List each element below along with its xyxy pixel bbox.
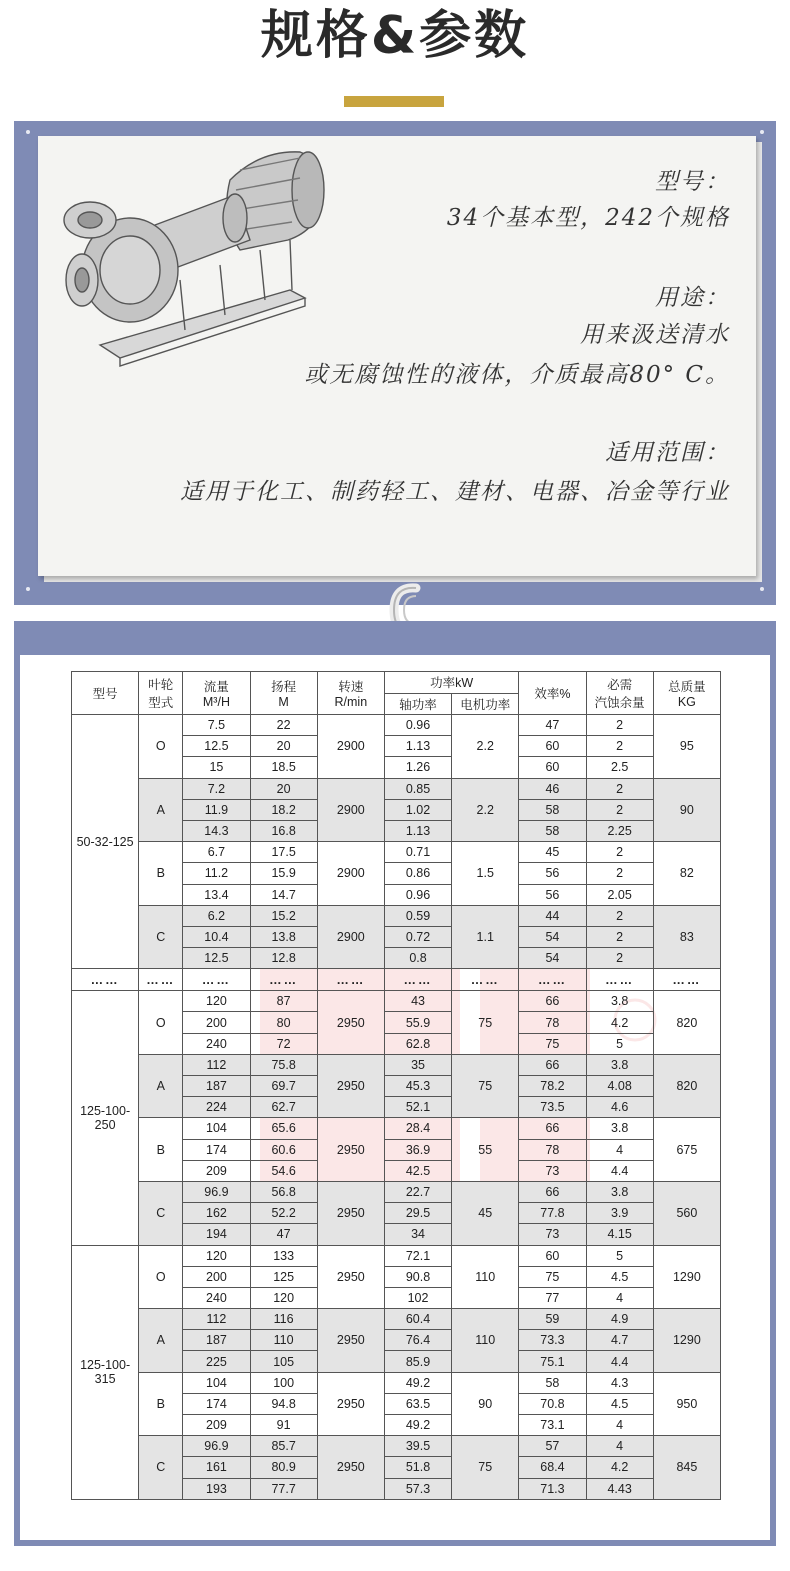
npsh-cell: 5	[586, 1033, 653, 1054]
model-value: 34个基本型，242个规格	[446, 205, 730, 231]
impeller-type-cell: C	[139, 1181, 183, 1245]
npsh-cell: 4.08	[586, 1076, 653, 1097]
shaft-power-cell: 0.59	[384, 905, 451, 926]
flow-cell: 13.4	[183, 884, 250, 905]
flow-cell: 10.4	[183, 926, 250, 947]
head-cell: 100	[250, 1372, 317, 1393]
motor-power-cell: 2.2	[452, 778, 519, 842]
npsh-cell: 2	[586, 736, 653, 757]
head-cell: 54.6	[250, 1160, 317, 1181]
flow-cell: 162	[183, 1203, 250, 1224]
npsh-cell: 4.15	[586, 1224, 653, 1245]
efficiency-cell: 73	[519, 1160, 586, 1181]
flow-cell: 112	[183, 1054, 250, 1075]
flow-cell: 240	[183, 1287, 250, 1308]
npsh-cell: 4.5	[586, 1393, 653, 1414]
weight-cell: 83	[653, 905, 720, 969]
flow-cell: 120	[183, 1245, 250, 1266]
flow-cell: 96.9	[183, 1436, 250, 1457]
weight-cell: 1290	[653, 1309, 720, 1373]
npsh-cell: 2	[586, 948, 653, 969]
shaft-power-cell: 51.8	[384, 1457, 451, 1478]
speed-cell: 2950	[317, 1436, 384, 1500]
head-cell: 17.5	[250, 842, 317, 863]
efficiency-cell: 54	[519, 926, 586, 947]
head-cell: 12.8	[250, 948, 317, 969]
speed-cell: 2950	[317, 991, 384, 1055]
efficiency-cell: 77.8	[519, 1203, 586, 1224]
shaft-power-cell: 43	[384, 991, 451, 1012]
weight-cell: 820	[653, 1054, 720, 1118]
speed-cell: 2900	[317, 905, 384, 969]
scope-label: 适用范围：	[605, 440, 730, 466]
table-row	[72, 778, 721, 799]
head-cell: 16.8	[250, 820, 317, 841]
shaft-power-cell: 76.4	[384, 1330, 451, 1351]
head-cell: 18.5	[250, 757, 317, 778]
npsh-cell: 2	[586, 778, 653, 799]
flow-cell: 161	[183, 1457, 250, 1478]
efficiency-cell: 60	[519, 1245, 586, 1266]
table-row	[72, 1372, 721, 1393]
pump-illustration	[60, 140, 340, 375]
efficiency-cell: 59	[519, 1309, 586, 1330]
flow-cell: 7.5	[183, 715, 250, 736]
shaft-power-cell: 34	[384, 1224, 451, 1245]
flow-cell: 104	[183, 1118, 250, 1139]
speed-cell: 2950	[317, 1181, 384, 1245]
frame-rivet	[760, 587, 764, 591]
impeller-type-cell: A	[139, 778, 183, 842]
efficiency-cell: 44	[519, 905, 586, 926]
efficiency-cell: 60	[519, 757, 586, 778]
motor-power-cell: 110	[452, 1309, 519, 1373]
weight-cell: 95	[653, 715, 720, 779]
efficiency-cell: 78.2	[519, 1076, 586, 1097]
flow-cell: 174	[183, 1393, 250, 1414]
impeller-type-cell: B	[139, 1372, 183, 1436]
shaft-power-cell: 39.5	[384, 1436, 451, 1457]
shaft-power-cell: 0.72	[384, 926, 451, 947]
shaft-power-cell: 60.4	[384, 1309, 451, 1330]
page-title: 规格&参数	[260, 6, 530, 66]
npsh-cell: 4.3	[586, 1372, 653, 1393]
header-efficiency: 效率%	[519, 672, 586, 715]
weight-cell: 820	[653, 991, 720, 1055]
flow-cell: 174	[183, 1139, 250, 1160]
ellipsis-cell: ……	[317, 969, 384, 991]
head-cell: 120	[250, 1287, 317, 1308]
flow-cell: 200	[183, 1266, 250, 1287]
flow-cell: 104	[183, 1372, 250, 1393]
efficiency-cell: 73.3	[519, 1330, 586, 1351]
head-cell: 60.6	[250, 1139, 317, 1160]
npsh-cell: 2.25	[586, 820, 653, 841]
shaft-power-cell: 28.4	[384, 1118, 451, 1139]
npsh-cell: 2.05	[586, 884, 653, 905]
flow-cell: 12.5	[183, 736, 250, 757]
efficiency-cell: 73.5	[519, 1097, 586, 1118]
head-cell: 85.7	[250, 1436, 317, 1457]
shaft-power-cell: 0.8	[384, 948, 451, 969]
flow-cell: 96.9	[183, 1181, 250, 1202]
head-cell: 14.7	[250, 884, 317, 905]
motor-power-cell: 1.1	[452, 905, 519, 969]
ellipsis-cell: ……	[653, 969, 720, 991]
shaft-power-cell: 35	[384, 1054, 451, 1075]
head-cell: 56.8	[250, 1181, 317, 1202]
efficiency-cell: 54	[519, 948, 586, 969]
npsh-cell: 4.43	[586, 1478, 653, 1499]
frame-rivet	[760, 130, 764, 134]
npsh-cell: 4.6	[586, 1097, 653, 1118]
shaft-power-cell: 0.96	[384, 884, 451, 905]
motor-power-cell: 45	[452, 1181, 519, 1245]
motor-power-cell: 1.5	[452, 842, 519, 906]
efficiency-cell: 75	[519, 1266, 586, 1287]
shaft-power-cell: 62.8	[384, 1033, 451, 1054]
shaft-power-cell: 55.9	[384, 1012, 451, 1033]
efficiency-cell: 66	[519, 1118, 586, 1139]
npsh-cell: 3.8	[586, 991, 653, 1012]
flow-cell: 187	[183, 1076, 250, 1097]
efficiency-cell: 58	[519, 1372, 586, 1393]
shaft-power-cell: 0.96	[384, 715, 451, 736]
shaft-power-cell: 90.8	[384, 1266, 451, 1287]
table-row	[72, 842, 721, 863]
head-cell: 110	[250, 1330, 317, 1351]
efficiency-cell: 66	[519, 991, 586, 1012]
table-row	[72, 905, 721, 926]
motor-power-cell: 75	[452, 1436, 519, 1500]
npsh-cell: 4.2	[586, 1457, 653, 1478]
head-cell: 91	[250, 1415, 317, 1436]
flow-cell: 193	[183, 1478, 250, 1499]
usage-line-2: 或无腐蚀性的液体，介质最高80° C。	[304, 362, 730, 388]
motor-power-cell: 75	[452, 991, 519, 1055]
weight-cell: 560	[653, 1181, 720, 1245]
efficiency-cell: 73.1	[519, 1415, 586, 1436]
efficiency-cell: 78	[519, 1012, 586, 1033]
model-cell: 125-100-315	[72, 1245, 139, 1499]
usage-line-1: 用来汲送清水	[580, 322, 730, 348]
shaft-power-cell: 49.2	[384, 1372, 451, 1393]
head-cell: 75.8	[250, 1054, 317, 1075]
efficiency-cell: 71.3	[519, 1478, 586, 1499]
head-cell: 65.6	[250, 1118, 317, 1139]
head-cell: 20	[250, 778, 317, 799]
speed-cell: 2950	[317, 1118, 384, 1182]
speed-cell: 2950	[317, 1309, 384, 1373]
header-head: 扬程 M	[250, 672, 317, 715]
header-power: 功率kW	[384, 672, 518, 694]
speed-cell: 2900	[317, 842, 384, 906]
efficiency-cell: 70.8	[519, 1393, 586, 1414]
npsh-cell: 4.4	[586, 1160, 653, 1181]
impeller-type-cell: B	[139, 1118, 183, 1182]
flow-cell: 240	[183, 1033, 250, 1054]
table-row	[72, 1118, 721, 1139]
efficiency-cell: 58	[519, 799, 586, 820]
impeller-type-cell: B	[139, 842, 183, 906]
head-cell: 94.8	[250, 1393, 317, 1414]
motor-power-cell: 55	[452, 1118, 519, 1182]
shaft-power-cell: 1.02	[384, 799, 451, 820]
efficiency-cell: 75	[519, 1033, 586, 1054]
shaft-power-cell: 42.5	[384, 1160, 451, 1181]
npsh-cell: 3.8	[586, 1181, 653, 1202]
npsh-cell: 2	[586, 926, 653, 947]
usage-label: 用途：	[655, 285, 730, 311]
flow-cell: 11.9	[183, 799, 250, 820]
flow-cell: 6.7	[183, 842, 250, 863]
impeller-type-cell: A	[139, 1054, 183, 1118]
motor-power-cell: 2.2	[452, 715, 519, 779]
npsh-cell: 4	[586, 1287, 653, 1308]
flow-cell: 11.2	[183, 863, 250, 884]
npsh-cell: 4	[586, 1139, 653, 1160]
head-cell: 20	[250, 736, 317, 757]
shaft-power-cell: 45.3	[384, 1076, 451, 1097]
efficiency-cell: 45	[519, 842, 586, 863]
npsh-cell: 2	[586, 842, 653, 863]
shaft-power-cell: 72.1	[384, 1245, 451, 1266]
npsh-cell: 4	[586, 1415, 653, 1436]
header-weight: 总质量 KG	[653, 672, 720, 715]
npsh-cell: 4.5	[586, 1266, 653, 1287]
npsh-cell: 4.2	[586, 1012, 653, 1033]
efficiency-cell: 73	[519, 1224, 586, 1245]
impeller-type-cell: A	[139, 1309, 183, 1373]
npsh-cell: 5	[586, 1245, 653, 1266]
motor-power-cell: 110	[452, 1245, 519, 1309]
ellipsis-cell: ……	[519, 969, 586, 991]
motor-power-cell: 90	[452, 1372, 519, 1436]
header-speed: 转速 R/min	[317, 672, 384, 715]
npsh-cell: 4.7	[586, 1330, 653, 1351]
header-motor-power: 电机功率	[452, 693, 519, 715]
table-row	[72, 1436, 721, 1457]
flow-cell: 187	[183, 1330, 250, 1351]
npsh-cell: 3.9	[586, 1203, 653, 1224]
weight-cell: 90	[653, 778, 720, 842]
spec-table	[71, 671, 721, 1500]
head-cell: 105	[250, 1351, 317, 1372]
head-cell: 15.2	[250, 905, 317, 926]
ellipsis-cell: ……	[452, 969, 519, 991]
ellipsis-cell: ……	[183, 969, 250, 991]
npsh-cell: 3.8	[586, 1118, 653, 1139]
shaft-power-cell: 63.5	[384, 1393, 451, 1414]
flow-cell: 12.5	[183, 948, 250, 969]
speed-cell: 2950	[317, 1372, 384, 1436]
head-cell: 72	[250, 1033, 317, 1054]
ellipsis-cell: ……	[72, 969, 139, 991]
ellipsis-row	[72, 969, 721, 991]
flow-cell: 225	[183, 1351, 250, 1372]
head-cell: 47	[250, 1224, 317, 1245]
speed-cell: 2950	[317, 1245, 384, 1309]
speed-cell: 2900	[317, 778, 384, 842]
flow-cell: 6.2	[183, 905, 250, 926]
header-npsh: 必需 汽蚀余量	[586, 672, 653, 715]
model-cell: 125-100-250	[72, 991, 139, 1245]
model-cell: 50-32-125	[72, 715, 139, 969]
efficiency-cell: 46	[519, 778, 586, 799]
head-cell: 15.9	[250, 863, 317, 884]
speed-cell: 2950	[317, 1054, 384, 1118]
frame-rivet	[26, 587, 30, 591]
head-cell: 69.7	[250, 1076, 317, 1097]
header-impeller: 叶轮 型式	[139, 672, 183, 715]
table-row	[72, 991, 721, 1012]
flow-cell: 120	[183, 991, 250, 1012]
ellipsis-cell: ……	[250, 969, 317, 991]
scope-value: 适用于化工、制药轻工、建材、电器、冶金等行业	[180, 479, 730, 505]
shaft-power-cell: 29.5	[384, 1203, 451, 1224]
head-cell: 77.7	[250, 1478, 317, 1499]
impeller-type-cell: O	[139, 715, 183, 779]
head-cell: 62.7	[250, 1097, 317, 1118]
shaft-power-cell: 0.86	[384, 863, 451, 884]
impeller-type-cell: O	[139, 991, 183, 1055]
table-row	[72, 715, 721, 736]
header-model: 型号	[72, 672, 139, 715]
weight-cell: 950	[653, 1372, 720, 1436]
weight-cell: 675	[653, 1118, 720, 1182]
efficiency-cell: 78	[519, 1139, 586, 1160]
flow-cell: 209	[183, 1415, 250, 1436]
shaft-power-cell: 36.9	[384, 1139, 451, 1160]
head-cell: 87	[250, 991, 317, 1012]
frame-rivet	[26, 130, 30, 134]
flow-cell: 7.2	[183, 778, 250, 799]
shaft-power-cell: 1.13	[384, 820, 451, 841]
npsh-cell: 4	[586, 1436, 653, 1457]
shaft-power-cell: 85.9	[384, 1351, 451, 1372]
weight-cell: 845	[653, 1436, 720, 1500]
weight-cell: 82	[653, 842, 720, 906]
header-flow: 流量 M³/H	[183, 672, 250, 715]
shaft-power-cell: 57.3	[384, 1478, 451, 1499]
header-shaft-power: 轴功率	[384, 693, 451, 715]
efficiency-cell: 60	[519, 736, 586, 757]
npsh-cell: 2.5	[586, 757, 653, 778]
head-cell: 116	[250, 1309, 317, 1330]
table-row	[72, 1245, 721, 1266]
efficiency-cell: 66	[519, 1181, 586, 1202]
npsh-cell: 4.9	[586, 1309, 653, 1330]
table-row	[72, 1309, 721, 1330]
flow-cell: 209	[183, 1160, 250, 1181]
efficiency-cell: 57	[519, 1436, 586, 1457]
flow-cell: 14.3	[183, 820, 250, 841]
efficiency-cell: 77	[519, 1287, 586, 1308]
shaft-power-cell: 52.1	[384, 1097, 451, 1118]
shaft-power-cell: 102	[384, 1287, 451, 1308]
ellipsis-cell: ……	[586, 969, 653, 991]
impeller-type-cell: C	[139, 1436, 183, 1500]
table-row	[72, 1181, 721, 1202]
head-cell: 18.2	[250, 799, 317, 820]
shaft-power-cell: 0.71	[384, 842, 451, 863]
npsh-cell: 4.4	[586, 1351, 653, 1372]
efficiency-cell: 75.1	[519, 1351, 586, 1372]
shaft-power-cell: 1.13	[384, 736, 451, 757]
npsh-cell: 2	[586, 905, 653, 926]
spec-table-body	[72, 715, 721, 1500]
weight-cell: 1290	[653, 1245, 720, 1309]
title-underline	[344, 96, 444, 107]
head-cell: 80	[250, 1012, 317, 1033]
impeller-type-cell: C	[139, 905, 183, 969]
speed-cell: 2900	[317, 715, 384, 779]
npsh-cell: 2	[586, 715, 653, 736]
head-cell: 13.8	[250, 926, 317, 947]
flow-cell: 15	[183, 757, 250, 778]
shaft-power-cell: 1.26	[384, 757, 451, 778]
efficiency-cell: 56	[519, 863, 586, 884]
efficiency-cell: 47	[519, 715, 586, 736]
ellipsis-cell: ……	[139, 969, 183, 991]
efficiency-cell: 56	[519, 884, 586, 905]
head-cell: 133	[250, 1245, 317, 1266]
flow-cell: 200	[183, 1012, 250, 1033]
impeller-type-cell: O	[139, 1245, 183, 1309]
flow-cell: 112	[183, 1309, 250, 1330]
model-label: 型号：	[655, 169, 730, 195]
efficiency-cell: 58	[519, 820, 586, 841]
npsh-cell: 2	[586, 799, 653, 820]
table-row	[72, 1054, 721, 1075]
flow-cell: 224	[183, 1097, 250, 1118]
ellipsis-cell: ……	[384, 969, 451, 991]
npsh-cell: 3.8	[586, 1054, 653, 1075]
head-cell: 80.9	[250, 1457, 317, 1478]
head-cell: 125	[250, 1266, 317, 1287]
head-cell: 22	[250, 715, 317, 736]
motor-power-cell: 75	[452, 1054, 519, 1118]
head-cell: 52.2	[250, 1203, 317, 1224]
efficiency-cell: 66	[519, 1054, 586, 1075]
efficiency-cell: 68.4	[519, 1457, 586, 1478]
npsh-cell: 2	[586, 863, 653, 884]
flow-cell: 194	[183, 1224, 250, 1245]
shaft-power-cell: 49.2	[384, 1415, 451, 1436]
shaft-power-cell: 22.7	[384, 1181, 451, 1202]
shaft-power-cell: 0.85	[384, 778, 451, 799]
